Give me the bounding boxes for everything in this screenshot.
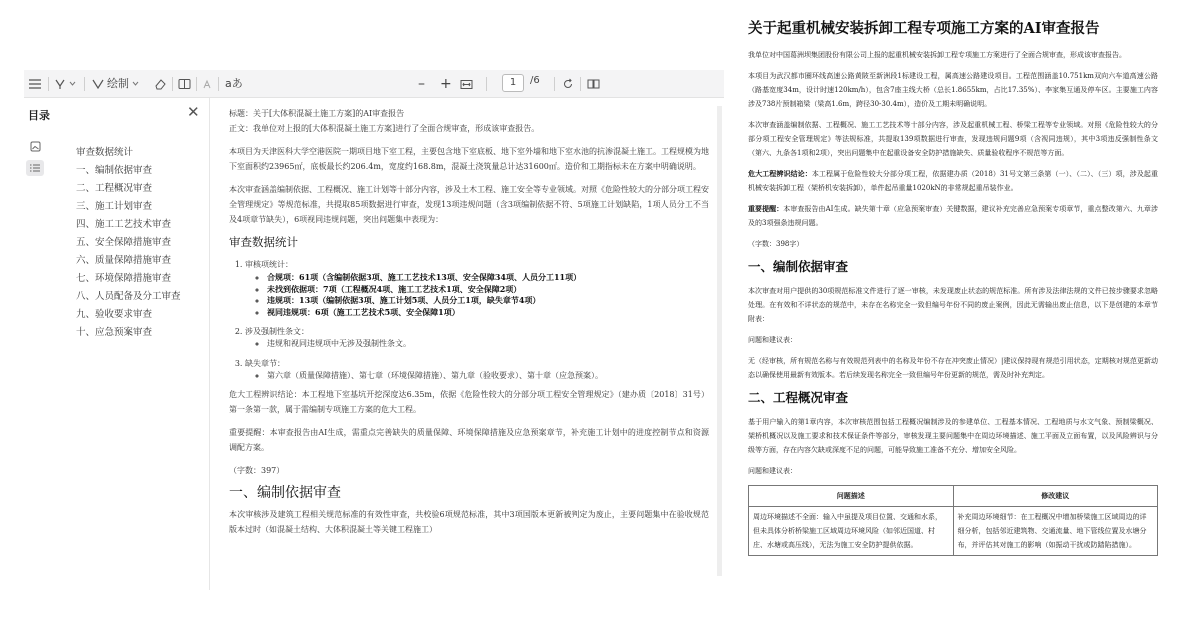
section-heading: 一、编制依据审查: [229, 485, 341, 501]
read-aloud-icon: [202, 79, 213, 90]
text-options-label: aあ: [225, 77, 243, 90]
table-row: [749, 507, 1158, 556]
report-paragraph: 本次审查对用户提供的30项规范标准文件进行了逐一审核，未发现废止状态的规范标准。所有涉及法律法规的文件已按步骤要求忽略处理。在有效和不详状态的规范中，未存在名称完全一致但编号年份不同的废止案例，因此无需输出废止信息，以下是创建的本章节附表：: [748, 287, 1158, 323]
pdf-viewer-window: [24, 70, 724, 590]
doc-paragraph: 本次审查涵盖编制依据、工程概况、施工计划等十部分内容，涉及土木工程、施工安全等专业领域。对照《危险性较大的分部分项工程安全管理规定》等规范标准，共提取85项数据进行审查，发现13项违规问题（含3项编制依据不符、5项施工计划缺陷，1项人员分工不当及4项章节缺失），6项视同违规问题，突出问题集中表现为：: [229, 185, 709, 224]
rotate-icon: [562, 78, 574, 90]
toc-item[interactable]: 七、环境保障措施审查: [76, 273, 172, 284]
chevron-down-icon: [132, 81, 139, 87]
doc-paragraph: 本次审核涉及建筑工程相关规范标准的有效性审查，共校验6项规范标准，其中3项国版本更新被判定为废止，主要问题集中在验收规范版本过时（如混凝土结构、大体积混凝土等关键工程施工）: [229, 510, 709, 534]
zoom-out-button[interactable]: –: [418, 76, 425, 92]
table-cell: 补充周边环境细节：在工程概况中增加桥梁施工区域周边的详细分析，包括邻近建筑物、交通流量、地下管线位置及水塘分布，并评估其对施工的影响（如振动干扰或防踏陷措施）。: [953, 507, 1158, 556]
report-paragraph: 重要提醒：本审查报告由AI生成。缺失第十章（应急预案审查）关键数据，建议补充完善应急预案专项章节，重点整改第六、九章涉及的3项强条违规问题。: [748, 204, 1158, 227]
outline-button[interactable]: [26, 160, 44, 176]
zoom-in-button[interactable]: +: [440, 76, 452, 92]
toc-item[interactable]: 三、施工计划审查: [76, 201, 153, 212]
toc-item[interactable]: 一、编制依据审查: [76, 165, 153, 176]
toolbar-divider: [84, 77, 85, 91]
toc-item[interactable]: 十、应急预案审查: [76, 327, 153, 338]
table-cell: 周边环境描述不全面：输入中虽提及项目位置、交通和水系，但未具体分析桥梁施工区域周边环境风险（如邻近国道、村庄、水塘或高压线），无法为施工安全防护提供依据。: [749, 507, 954, 556]
table-header-row: [749, 486, 1158, 507]
remind-label: 重要提醒：: [748, 204, 784, 213]
stats-label: 缺失章节：: [245, 358, 285, 368]
stats-sub-item: ◦ 违规项：13项（编制依据3项、施工计划5项、人员分工1项，缺失章节4项）: [267, 295, 709, 307]
doc-title-line: 标题：关于[大体积混凝土施工方案]的AI审查报告: [229, 109, 405, 118]
fit-width-icon: [460, 79, 473, 90]
outline-icon: [29, 163, 41, 173]
draw-button[interactable]: [92, 75, 139, 93]
report-paragraph: 我单位对中国葛洲坝集团股份有限公司上报的起重机械安装拆卸工程专项施工方案进行了全面合规审查，形成该审查报告。: [748, 51, 1126, 59]
toc-item[interactable]: 五、安全保障措施审查: [76, 237, 172, 248]
two-page-icon: [587, 78, 600, 90]
list-icon: [28, 78, 42, 90]
highlight-button[interactable]: [54, 75, 76, 93]
report-paragraph: 无（经审核，所有规范名称与有效规范列表中的名称及年份不存在冲突废止情况）|建议保持现有规范引用状态，定期核对规范更新动态以确保使用最新有效版本。若后续发现名称完全一致但编号年份更新的规范，需及时补充判定。: [748, 357, 1158, 379]
report-paragraph: 基于用户输入的第1章内容，本次审核范围包括工程概况编制涉及的参建单位、工程基本情况、工程地质与水文气象、预制梁概况、架桥机概况以及施工要求和技术保证条件等部分，审核发现主要问题集中在周边环境描述、施工平面及立面布置，以及风险辨识与分级等方面，存在内容欠缺或深度不足的问题，可能导致施工准备不充分、增加安全风险。: [748, 418, 1158, 454]
doc-paragraph: 重要提醒：本审查报告由AI生成，需重点完善缺失的质量保障、环境保障措施及应急预案章节，补充施工计划中的进度控制节点和资源调配方案。: [229, 428, 709, 452]
image-icon: [30, 141, 41, 152]
toolbar-divider: [486, 77, 487, 91]
draw-icon: [92, 78, 104, 90]
table-header: 修改建议: [953, 486, 1158, 507]
rotate-button[interactable]: [562, 75, 574, 93]
report-paragraph: 本项目为武汉都市圈环线高速公路黄陂至新洲段1标建设工程，属高速公路建设项目。工程范围涵盖10.751km双向六车道高速公路（路基宽度34m，设计时速120km/h），包含7座主线大桥（总长1.8655km，占比17.35%）、李家集互通及停车区。主要施工内容涉及738片预制箱梁（梁高1.6m，跨径30-30.4m），造价及工期未明确说明。: [748, 72, 1158, 108]
stats-sublist: [267, 272, 709, 318]
scrollbar[interactable]: [717, 106, 722, 576]
document-content: [229, 106, 709, 590]
stats-list-item: [245, 356, 709, 382]
toc-title: 目录: [28, 109, 50, 122]
table-header: 问题描述: [749, 486, 954, 507]
close-icon[interactable]: ✕: [187, 103, 200, 121]
stats-sub-item: ◦ 视同违规项：6项（施工工艺技术5项、安全保障1项）: [267, 307, 709, 319]
stats-label: 涉及强制性条文：: [245, 327, 309, 336]
issues-label: 问题和建议表：: [748, 467, 797, 475]
fit-page-button[interactable]: [460, 75, 473, 93]
doc-paragraph: 危大工程辨识结论：本工程地下室基坑开挖深度达6.35m，依据《危险性较大的分部分项工程安全管理规定》（建办质〔2018〕31号）第一条第一款，属于需编制专项施工方案的危大工程。: [229, 390, 709, 414]
toc-item[interactable]: 九、验收要求审查: [76, 309, 153, 320]
stats-sub-item: ◦ 第六章（质量保障措施）、第七章（环境保障措施）、第九章（验收要求）、第十章（应急预案）。: [267, 371, 709, 382]
issues-table: [748, 485, 1158, 556]
toolbar-divider: [580, 77, 581, 91]
section-heading: 审查数据统计: [229, 235, 298, 249]
draw-label: 绘制: [107, 77, 129, 90]
toc-item[interactable]: 四、施工工艺技术审查: [76, 219, 172, 230]
toolbar-divider: [218, 77, 219, 91]
doc-body-line: 正文：我单位对上报的[大体积混凝土施工方案]进行了全面合规审查，形成该审查报告。: [229, 124, 540, 133]
report-paragraph: 本次审查涵盖编制依据、工程概况、施工工艺技术等十部分内容，涉及起重机械工程、桥梁工程等专业领域。对照《危险性较大的分部分项工程安全管理规定》等法规标准，共提取139项数据进行审查，发现违规问题9项（含视同违规），其中3项违反强制性条文（第六、九条各1项和2项），突出问题集中在起重设备安全防护措施缺失、质量验收程序不规范等方面。: [748, 121, 1158, 157]
toc-item[interactable]: 二、工程概况审查: [76, 183, 153, 194]
stats-label: 审核项统计：: [245, 260, 293, 269]
chevron-down-icon: [69, 81, 76, 87]
read-aloud-button[interactable]: [202, 75, 213, 93]
report-title: 关于起重机械安装拆卸工程专项施工方案的AI审查报告: [748, 20, 1100, 37]
report-paragraph: 危大工程辨识结论：本工程属于危险性较大分部分项工程，依据建办质（2018）31号文第三条第（一）、（二）、（三）项，涉及起重机械安装拆卸工程（架桥机安装拆卸），单件起吊重量1020kN的非常规起重吊装作业。: [748, 169, 1158, 192]
eraser-icon: [154, 78, 167, 90]
stats-sub-item: ◦ 合规项：61项（含编制依据3项、施工工艺技术13项、安全保障34项、人员分工11项）: [267, 272, 709, 284]
toolbar-divider: [554, 77, 555, 91]
toolbar-divider: [172, 77, 173, 91]
stats-sublist: [267, 371, 709, 382]
section-heading: 二、工程概况审查: [748, 390, 849, 405]
page-total-label: /6: [530, 75, 540, 86]
stats-list: [245, 257, 709, 381]
section-heading: 一、编制依据审查: [748, 259, 849, 274]
stats-sub-item: ◦ 违规和视同违规项中无涉及强制性条文。: [267, 339, 709, 350]
toc-item[interactable]: 审查数据统计: [76, 147, 134, 158]
toc-panel: [24, 98, 210, 590]
toolbar-divider: [48, 77, 49, 91]
toolbar-divider: [196, 77, 197, 91]
highlight-icon: [54, 78, 66, 90]
word-count: （字数：397）: [229, 466, 285, 475]
toc-item[interactable]: 六、质量保障措施审查: [76, 255, 172, 266]
text-options-button[interactable]: [225, 75, 243, 93]
thumbnails-button[interactable]: [26, 138, 44, 154]
two-page-button[interactable]: [587, 75, 600, 93]
page-number-input[interactable]: 1: [502, 74, 524, 92]
word-count: （字数：398字）: [748, 240, 804, 248]
danger-label: 危大工程辨识结论：: [748, 169, 812, 178]
stats-sub-item: ◦ 未找到依据项：7项（工程概况4项、施工工艺技术1项、安全保障2项）: [267, 284, 709, 296]
toc-toggle-button[interactable]: [28, 75, 42, 93]
stats-list-item: [245, 257, 709, 318]
erase-button[interactable]: [154, 75, 167, 93]
view-layout-button[interactable]: [178, 75, 191, 93]
issues-label: 问题和建议表：: [748, 336, 797, 344]
report-page: [748, 20, 1158, 625]
viewer-toolbar: [24, 70, 724, 98]
stats-list-item: [245, 324, 709, 350]
stats-sublist: [267, 339, 709, 350]
toc-list: [76, 144, 181, 342]
book-icon: [178, 78, 191, 90]
doc-paragraph: 本项目为天津医科大学空港医院一期项目地下室工程，主要包含地下室底板、地下室外墙和地下室水池的抗渗混凝土施工。工程规模为地下室面积约23965㎡，底板最长约206.4m，宽度约168.8m，混凝土浇筑量总计达31600㎡。造价和工期指标未在方案中明确说明。: [229, 147, 709, 171]
toc-item[interactable]: 八、人员配备及分工审查: [76, 291, 181, 302]
